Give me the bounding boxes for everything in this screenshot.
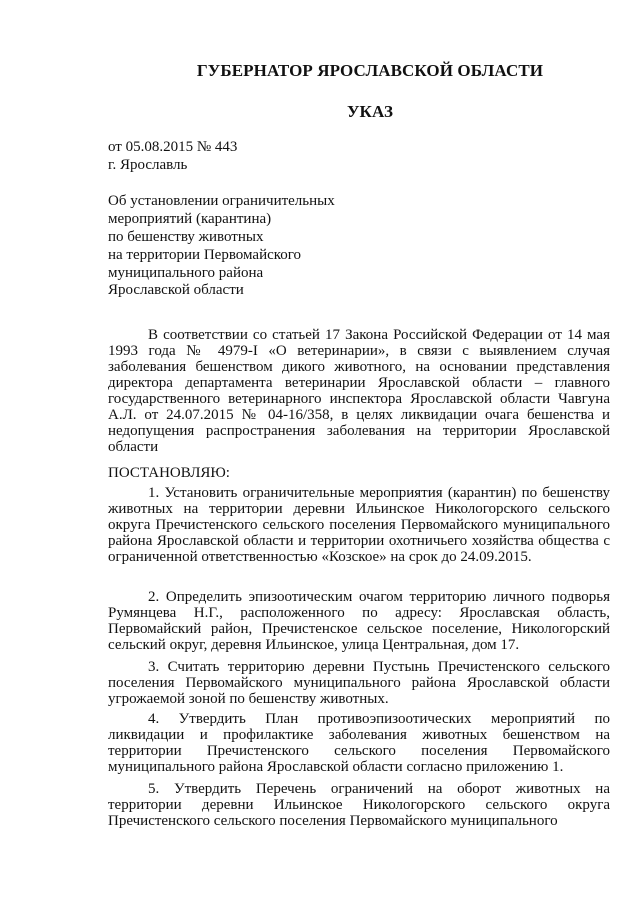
decree-item-3 xyxy=(108,659,610,707)
item-text: 4. Утвердить План противоэпизоотических мероприятий по ликвидации и профилактике заболевания животных бешенством на территории Пречистенского сельского поселения Первомайского муниципального района Ярославской области согласно приложению 1. xyxy=(108,711,610,775)
subject-line: на территории Первомайского xyxy=(108,247,302,263)
city: г. Ярославль xyxy=(108,157,188,173)
subject-line: муниципального района xyxy=(108,265,264,281)
preamble-text: В соответствии со статьей 17 Закона Российской Федерации от 14 мая 1993 года № 4979-I «О ветеринарии», в связи с выявлением случая заболевания бешенством дикого животного, на основании представления директора департамента ветеринарии Ярославской области – главного государственного ветеринарного инспектора Ярославской области Чавгуна А.Л. от 24.07.2015 № 04-16/358, в целях ликвидации очага бешенства и недопущения распространения заболевания на территории Ярославской области xyxy=(108,327,610,455)
subject-line: Ярославской области xyxy=(108,282,244,298)
document-type-heading: УКАЗ xyxy=(346,102,394,121)
item-text: 2. Определить эпизоотическим очагом территорию личного подворья Румянцева Н.Г., расположенного по адресу: Ярославская область, Первомайский район, Пречистенское сельское поселение, Никологорский сельский округ, деревня Ильинское, улица Центральная, дом 17. xyxy=(108,589,610,653)
decree-item-4 xyxy=(108,711,610,775)
subject-line: мероприятий (карантина) xyxy=(108,211,272,227)
date-number: от 05.08.2015 № 443 xyxy=(108,139,238,155)
preamble-paragraph xyxy=(108,327,610,455)
item-text: 1. Установить ограничительные мероприятия (карантин) по бешенству животных на территории деревни Ильинское Никологорского сельского округа Пречистенского сельского поселения Первомайского муниципального района Ярославской области и территории охотничьего хозяйства общества с ограниченной ответственностью «Козское» на срок до 24.09.2015. xyxy=(108,485,610,565)
issuer-heading: ГУБЕРНАТОР ЯРОСЛАВСКОЙ ОБЛАСТИ xyxy=(196,61,544,80)
item-text: 3. Считать территорию деревни Пустынь Пречистенского сельского поселения Первомайского муниципального района Ярославской области угрожаемой зоной по бешенству животных. xyxy=(108,659,610,707)
decree-item-5 xyxy=(108,781,610,829)
subject-line: по бешенству животных xyxy=(108,229,264,245)
item-text: 5. Утвердить Перечень ограничений на оборот животных на территории деревни Ильинское Никологорского сельского округа Пречистенского сельского поселения Первомайского муниципального xyxy=(108,781,610,829)
decree-item-2 xyxy=(108,589,610,653)
decree-item-1 xyxy=(108,485,610,565)
subject-line: Об установлении ограничительных xyxy=(108,193,335,209)
resolve-heading: ПОСТАНОВЛЯЮ: xyxy=(108,465,230,481)
